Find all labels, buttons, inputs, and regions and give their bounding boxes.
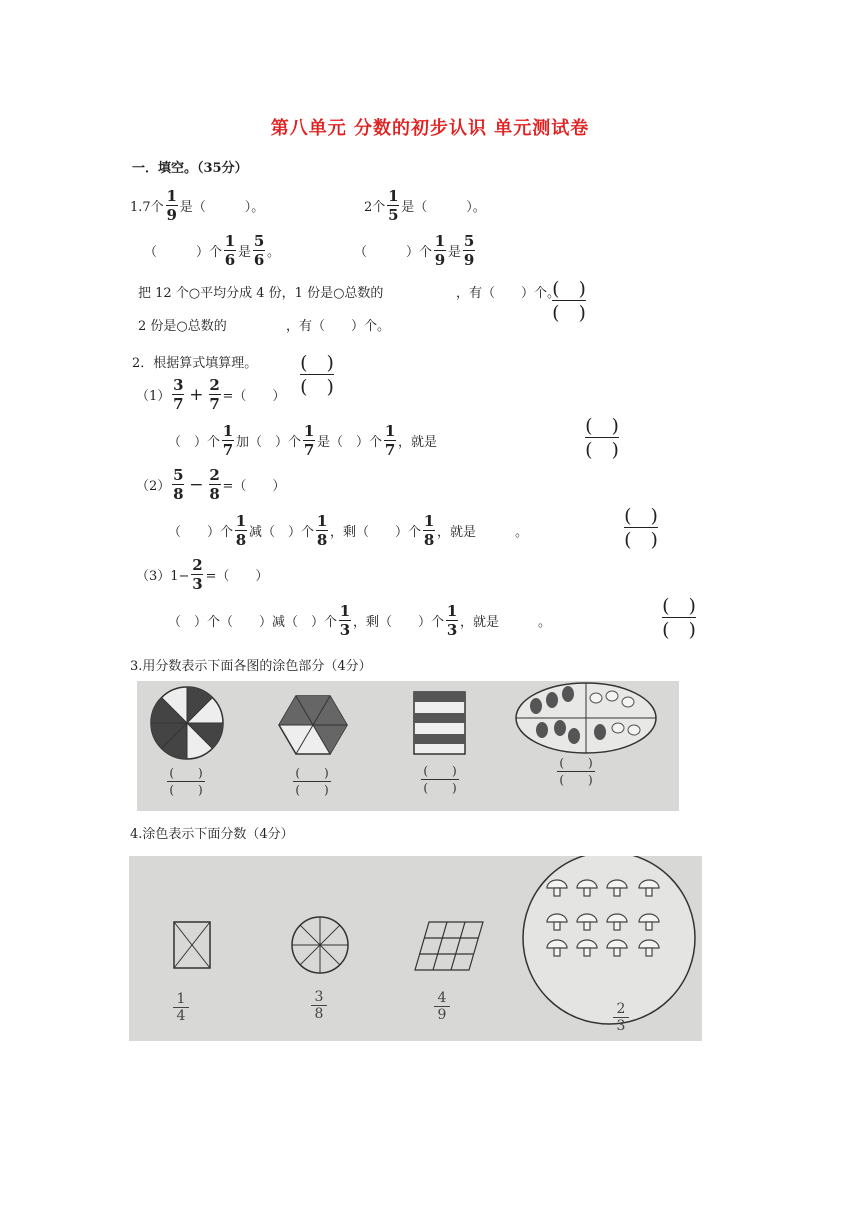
q3-answer-4: ( ) ( )	[557, 757, 595, 786]
fraction: 5 6	[253, 232, 265, 269]
q1-line-b: 2个 1 5 是（ ）。	[364, 187, 486, 224]
fraction: 2 7	[209, 376, 220, 413]
q2-expr-1: （1） 3 7 + 2 7 =（ ）	[136, 376, 286, 413]
circle-eight-figure	[292, 917, 348, 973]
answer-fraction: ( ) ( )	[624, 505, 658, 551]
q2-reason-1: （ ）个 1 7 加（ ）个 1 7 是（ ）个 1 7 ，就是	[168, 422, 438, 459]
q4-fraction-1: 1 4	[173, 992, 189, 1023]
q2-heading: 2．根据算式填算理。	[132, 356, 258, 371]
fraction: 1 7	[384, 422, 396, 459]
q3-answer-1: ( ) ( )	[167, 767, 205, 796]
q1-line-f-tail: ，有（ ）个。	[286, 319, 391, 334]
q3-answer-2: ( ) ( )	[293, 767, 331, 796]
answer-fraction: ( ) ( )	[662, 595, 696, 641]
q4-fraction-3: 4 9	[434, 991, 450, 1022]
answer-fraction: ( ) ( )	[585, 415, 619, 461]
q4-fraction-4: 2 3	[613, 1002, 629, 1033]
answer-fraction: ( ) ( )	[300, 352, 334, 398]
q3-heading: 3.用分数表示下面各图的涂色部分（4分）	[130, 659, 372, 674]
q1-line-c: （ ）个 1 6 是 5 6 。	[144, 232, 281, 269]
q2-expr-2: （2） 5 8 − 2 8 =（ ）	[136, 466, 286, 503]
q1-line-a: 1.7个 1 9 是（ ）。	[130, 187, 265, 224]
page-title: 第八单元 分数的初步认识 单元测试卷	[270, 118, 590, 139]
shaded-circle-figure	[151, 687, 223, 759]
fraction: 1 5	[388, 187, 399, 224]
mushroom-circle-figure	[523, 856, 695, 1024]
q1-line-e-tail: ，有（ ）个。	[456, 286, 561, 301]
q4-figure-photo	[129, 856, 702, 1041]
fraction: 1 9	[166, 187, 177, 224]
fraction: 5 9	[463, 232, 475, 269]
shaded-rectangle-figure	[414, 692, 465, 754]
q1-line-d: （ ）个 1 9 是 5 9	[354, 232, 475, 269]
fraction: 2 3	[192, 556, 203, 593]
answer-fraction: ( ) ( )	[552, 278, 586, 324]
fraction: 1 8	[316, 512, 328, 549]
square-figure	[174, 922, 210, 968]
q2-reason-3: （ ）个（ ）减（ ）个 1 3 ，剩（ ）个 1 3 ，就是 。	[168, 602, 552, 639]
fraction: 1 6	[224, 232, 236, 269]
fraction: 1 9	[434, 232, 446, 269]
shaded-hexagon-figure	[279, 696, 347, 754]
q1-line-f: 2 份是○总数的	[138, 319, 227, 334]
q1-line-e: 把 12 个○平均分成 4 份，1 份是○总数的	[138, 286, 384, 301]
fraction: 5 8	[173, 466, 184, 503]
q3-figure-photo	[137, 681, 679, 811]
fraction: 1 7	[303, 422, 315, 459]
fraction: 2 8	[209, 466, 220, 503]
parallelogram-grid-figure	[415, 922, 483, 970]
fraction: 1 7	[222, 422, 234, 459]
q4-heading: 4.涂色表示下面分数（4分）	[130, 827, 294, 842]
q3-answer-3: ( ) ( )	[421, 765, 459, 794]
fraction: 1 3	[446, 602, 458, 639]
vegetable-ellipse-figure	[516, 683, 656, 753]
fraction: 1 8	[423, 512, 435, 549]
q2-reason-2: （ ）个 1 8 减（ ）个 1 8 ，剩（ ）个 1 8 ，就是 。	[168, 512, 529, 549]
fraction: 1 3	[339, 602, 351, 639]
q2-expr-3: （3）1− 2 3 =（ ）	[136, 556, 269, 593]
section-heading: 一．填空。（35分）	[132, 161, 248, 176]
fraction: 1 8	[235, 512, 247, 549]
q4-fraction-2: 3 8	[311, 990, 327, 1021]
fraction: 3 7	[173, 376, 184, 413]
